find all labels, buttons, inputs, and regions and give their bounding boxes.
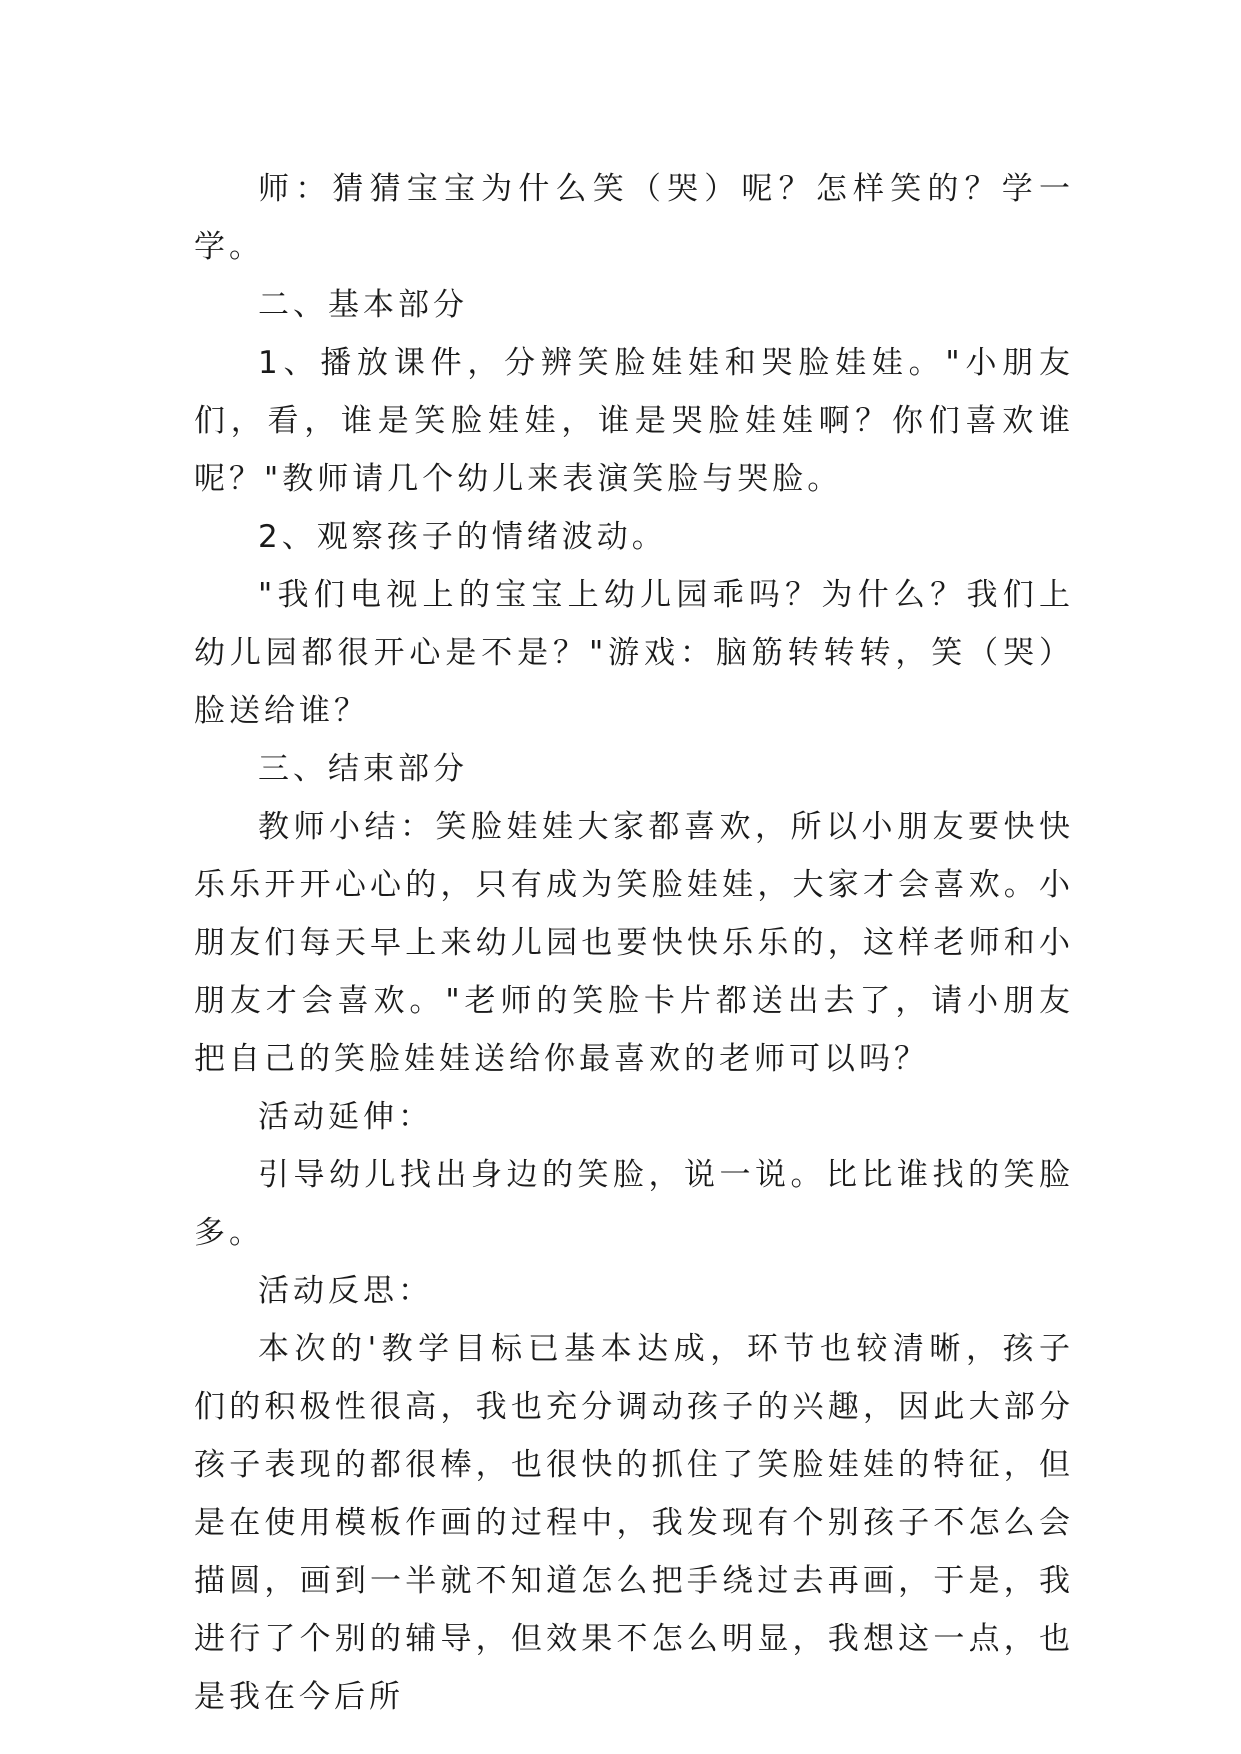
section-heading-reflection: 活动反思： bbox=[258, 1273, 433, 1309]
paragraph-teacher-summary: 教师小结：笑脸娃娃大家都喜欢，所以小朋友要快快乐乐开开心心的，只有成为笑脸娃娃，大家才会喜欢。小朋友们每天早上来幼儿园也要快快乐乐的，这样老师和小朋友才会喜欢。"老师的笑脸卡片都送出去了，请小朋友把自己的笑脸娃娃送给你最喜欢的老师可以吗？ bbox=[194, 809, 1074, 1077]
section-heading-basic-part: 二、基本部分 bbox=[258, 287, 468, 323]
paragraph-extension: 引导幼儿找出身边的笑脸，说一说。比比谁找的笑脸多。 bbox=[194, 1157, 1074, 1251]
section-heading-ending-part: 三、结束部分 bbox=[258, 751, 468, 787]
section-heading-extension: 活动延伸： bbox=[258, 1099, 433, 1135]
paragraph-reflection: 本次的'教学目标已基本达成，环节也较清晰，孩子们的积极性很高，我也充分调动孩子的兴趣，因此大部分孩子表现的都很棒，也很快的抓住了笑脸娃娃的特征，但是在使用模板作画的过程中，我发现有个别孩子不怎么会描圆，画到一半就不知道怎么把手绕过去再画，于是，我进行了个别的辅导，但效果不怎么明显，我想这一点，也是我在今后所 bbox=[194, 1331, 1074, 1715]
paragraph-step-1: 1、播放课件，分辨笑脸娃娃和哭脸娃娃。"小朋友们，看，谁是笑脸娃娃，谁是哭脸娃娃啊？你们喜欢谁呢？"教师请几个幼儿来表演笑脸与哭脸。 bbox=[194, 345, 1074, 497]
paragraph-step-2: 2、观察孩子的情绪波动。 bbox=[258, 519, 667, 555]
paragraph-teacher-question: 师：猜猜宝宝为什么笑（哭）呢？怎样笑的？学一学。 bbox=[194, 171, 1074, 265]
document-body bbox=[194, 160, 1074, 1726]
paragraph-game: "我们电视上的宝宝上幼儿园乖吗？为什么？我们上幼儿园都很开心是不是？"游戏：脑筋转转转，笑（哭）脸送给谁？ bbox=[194, 577, 1074, 729]
